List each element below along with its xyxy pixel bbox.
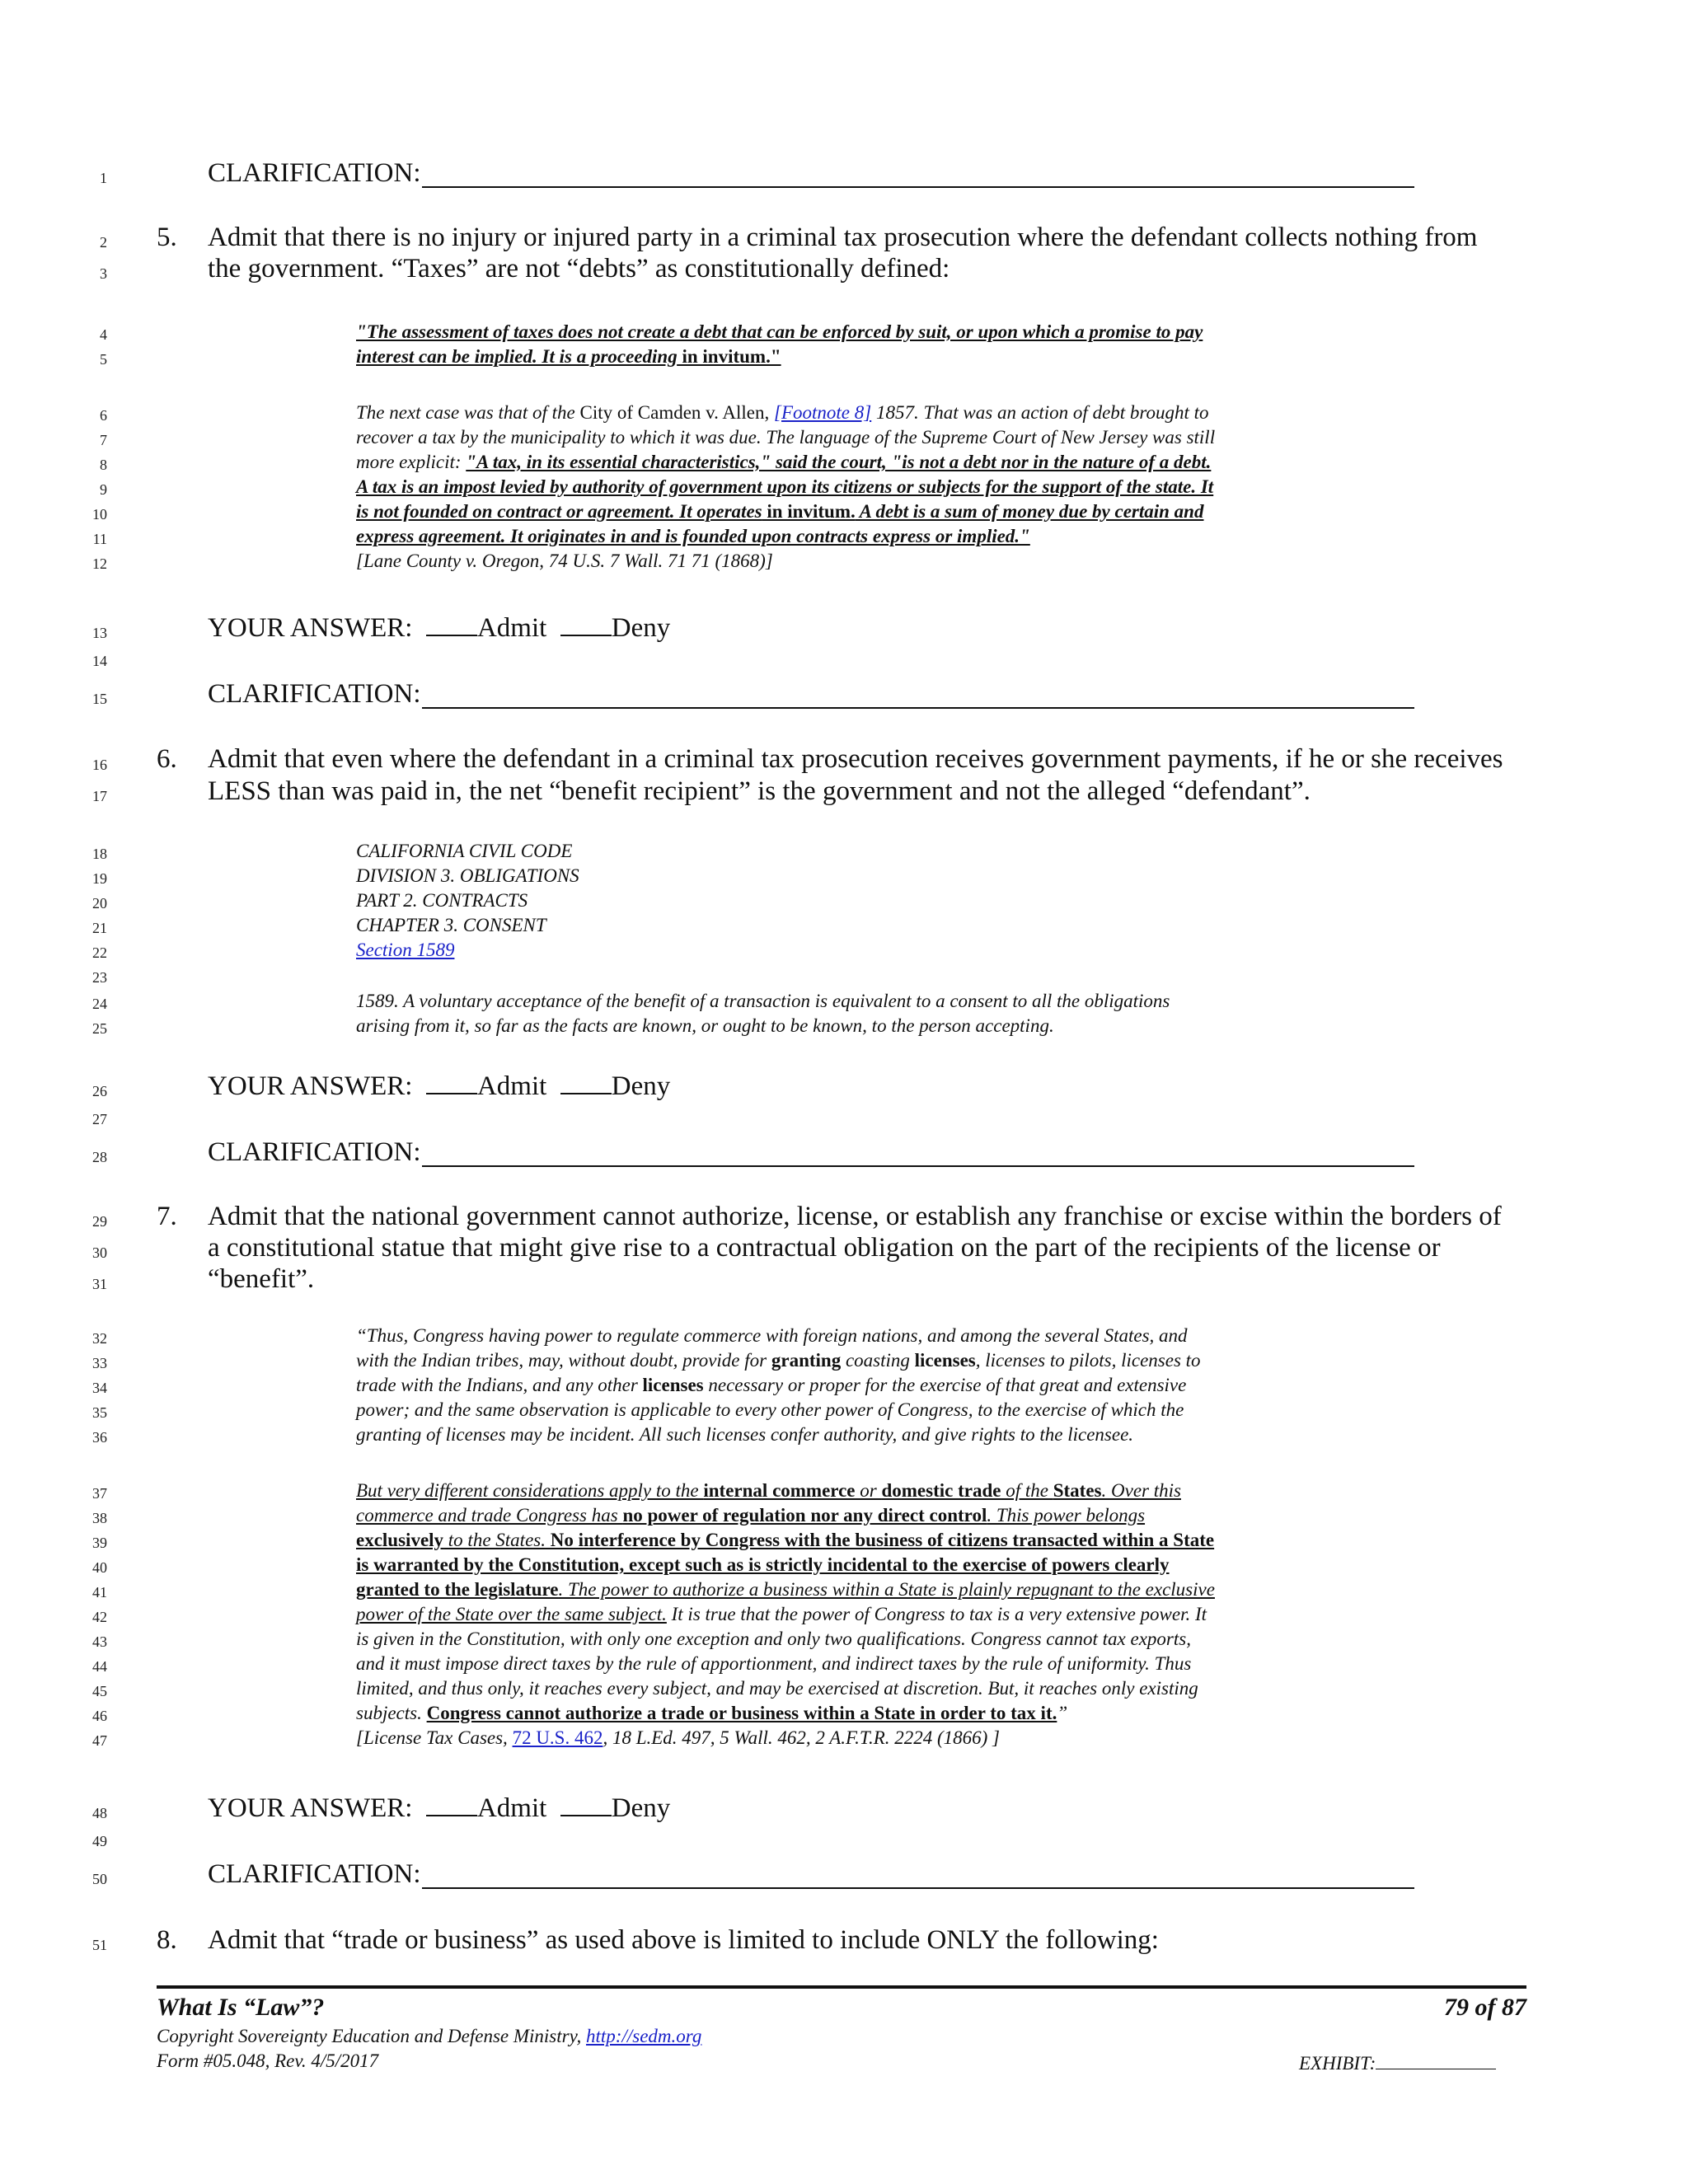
- line-number: 20: [92, 895, 107, 912]
- line-number: 23: [92, 969, 107, 986]
- answer-label: YOUR ANSWER:: [208, 613, 413, 643]
- item-6-line-2: LESS than was paid in, the net “benefit recipient” is the government and not the alleged “defendant”.: [208, 776, 1311, 806]
- quote-line-46: subjects. Congress cannot authorize a trade or business within a State in order to tax it.”: [356, 1703, 1068, 1723]
- line-number: 12: [92, 555, 107, 572]
- line-number: 45: [92, 1683, 107, 1699]
- footer-exhibit: EXHIBIT:: [1299, 2050, 1496, 2074]
- admit-label: Admit: [476, 613, 547, 643]
- line-number: 1: [100, 170, 107, 186]
- quote-line-38: commerce and trade Congress has no power of regulation nor any direct control. This power belongs: [356, 1505, 1146, 1526]
- quote-line-43: is given in the Constitution, with only one exception and only two qualifications. Congress cannot tax exports,: [356, 1629, 1191, 1649]
- item-7-line-1: Admit that the national government cannot authorize, license, or establish any franchise or excise within the borders of: [208, 1202, 1502, 1231]
- footnote-8-link[interactable]: [Footnote 8]: [774, 402, 872, 423]
- line-number: 32: [92, 1330, 107, 1347]
- admit-blank[interactable]: [426, 613, 477, 636]
- line-number: 5: [100, 351, 107, 368]
- code-line-21: CHAPTER 3. CONSENT: [356, 915, 546, 935]
- line-number: 22: [92, 944, 107, 961]
- line-number: 49: [92, 1833, 107, 1849]
- clarification-label: CLARIFICATION:: [208, 679, 421, 709]
- quote-line-40: is warranted by the Constitution, except such as is strictly incidental to the exercise of powers clearly: [356, 1554, 1170, 1575]
- sedm-link[interactable]: http://sedm.org: [586, 2026, 702, 2046]
- clarification-blank-15[interactable]: [422, 707, 1414, 709]
- line-number: 26: [92, 1083, 107, 1099]
- line-number: 2: [100, 234, 107, 251]
- line-number: 30: [92, 1244, 107, 1261]
- line-number: 11: [92, 531, 107, 547]
- item-5-number: 5.: [157, 223, 177, 252]
- item-7-number: 7.: [157, 1202, 177, 1231]
- footer-form-number: Form #05.048, Rev. 4/5/2017: [157, 2050, 379, 2071]
- clarification-28: [208, 1137, 421, 1168]
- section-1589-link[interactable]: Section 1589: [356, 940, 455, 960]
- footer-page-number: 79 of 87: [1444, 1994, 1526, 2021]
- quote-camden-line-6: The next case was that of the City of Camden v. Allen, [Footnote 8] 1857. That was an action of debt brought to: [356, 402, 1209, 423]
- item-8-line-1: Admit that “trade or business” as used above is limited to include ONLY the following:: [208, 1925, 1159, 1955]
- deny-label: Deny: [611, 1793, 671, 1823]
- line-number: 24: [92, 996, 107, 1012]
- line-number: 42: [92, 1609, 107, 1625]
- clarification-15: [208, 679, 421, 710]
- clarification-label: CLARIFICATION:: [208, 1859, 421, 1889]
- answer-row-5: [208, 613, 670, 644]
- quote-camden-line-11: express agreement. It originates in and is founded upon contracts express or implied.": [356, 526, 1030, 546]
- line-number: 44: [92, 1658, 107, 1675]
- line-number: 38: [92, 1510, 107, 1526]
- item-6-line-1: Admit that even where the defendant in a criminal tax prosecution receives government payments, if he or she receives: [208, 744, 1503, 774]
- admit-blank[interactable]: [426, 1071, 477, 1094]
- quote-line-34: trade with the Indians, and any other licenses necessary or proper for the exercise of that great and extensive: [356, 1375, 1187, 1395]
- line-number: 41: [92, 1584, 107, 1601]
- deny-blank[interactable]: [560, 1071, 612, 1094]
- line-number: 16: [92, 757, 107, 773]
- admit-label: Admit: [476, 1793, 547, 1823]
- line-number: 48: [92, 1805, 107, 1821]
- footer-document-title: What Is “Law”?: [157, 1994, 325, 2021]
- quote-line-44: and it must impose direct taxes by the rule of apportionment, and indirect taxes by the rule of uniformity. Thus: [356, 1653, 1192, 1674]
- quote-assessment-line-2: interest can be implied. It is a proceeding in invitum.": [356, 346, 781, 367]
- item-5-line-1: Admit that there is no injury or injured party in a criminal tax prosecution where the defendant collects nothing from: [208, 223, 1478, 252]
- clarification-50: [208, 1859, 421, 1890]
- quote-camden-line-8: more explicit: "A tax, in its essential characteristics," said the court, "is not a debt nor in the nature of a debt.: [356, 452, 1212, 472]
- line-number: 8: [100, 457, 107, 473]
- line-number: 39: [92, 1535, 107, 1551]
- line-number: 36: [92, 1429, 107, 1446]
- quote-line-41: granted to the legislature. The power to authorize a business within a State is plainly repugnant to the exclusive: [356, 1579, 1215, 1600]
- item-5-line-2: the government. “Taxes” are not “debts” as constitutionally defined:: [208, 254, 950, 284]
- answer-row-6: [208, 1071, 670, 1102]
- item-7-line-3: “benefit”.: [208, 1264, 315, 1294]
- item-6-number: 6.: [157, 744, 177, 774]
- line-number: 18: [92, 846, 107, 862]
- quote-assessment-line-1: "The assessment of taxes does not create a debt that can be enforced by suit, or upon which a promise to pay: [356, 321, 1203, 342]
- clarification-blank-28[interactable]: [422, 1165, 1414, 1167]
- admit-blank[interactable]: [426, 1793, 477, 1816]
- code-line-19: DIVISION 3. OBLIGATIONS: [356, 865, 579, 886]
- deny-blank[interactable]: [560, 613, 612, 636]
- line-number: 3: [100, 265, 107, 282]
- line-number: 29: [92, 1213, 107, 1230]
- answer-row-7: [208, 1793, 670, 1824]
- line-number: 4: [100, 326, 107, 343]
- admit-label: Admit: [476, 1071, 547, 1101]
- deny-label: Deny: [611, 613, 671, 643]
- exhibit-blank[interactable]: [1376, 2050, 1496, 2069]
- line-number: 6: [100, 407, 107, 424]
- line-number: 10: [92, 506, 107, 523]
- code-line-18: CALIFORNIA CIVIL CODE: [356, 841, 573, 861]
- line-number: 40: [92, 1559, 107, 1576]
- line-number: 21: [92, 920, 107, 936]
- line-number: 14: [92, 653, 107, 669]
- quote-line-32: “Thus, Congress having power to regulate commerce with foreign nations, and among the several States, and: [356, 1325, 1188, 1346]
- clarification-1: [208, 158, 421, 189]
- line-number: 50: [92, 1871, 107, 1887]
- line-number: 28: [92, 1149, 107, 1165]
- section-1589-text-2: arising from it, so far as the facts are known, or ought to be known, to the person accepting.: [356, 1015, 1054, 1036]
- deny-label: Deny: [611, 1071, 671, 1101]
- quote-line-36: granting of licenses may be incident. All such licenses confer authority, and give rights to the licensee.: [356, 1424, 1134, 1445]
- item-7-line-2: a constitutional statue that might give rise to a contractual obligation on the part of the recipients of the license or: [208, 1233, 1441, 1263]
- section-1589-link-row: [356, 940, 454, 961]
- quote-camden-line-7: recover a tax by the municipality to which it was due. The language of the Supreme Court of New Jersey was still: [356, 427, 1216, 448]
- clarification-label: CLARIFICATION:: [208, 158, 421, 188]
- quote-line-33: with the Indian tribes, may, without doubt, provide for granting coasting licenses, licenses to pilots, licenses to: [356, 1350, 1201, 1371]
- line-number: 35: [92, 1404, 107, 1421]
- line-number: 51: [92, 1937, 107, 1953]
- item-8-number: 8.: [157, 1925, 177, 1955]
- line-number: 7: [100, 432, 107, 448]
- answer-label: YOUR ANSWER:: [208, 1071, 413, 1101]
- citation-lane-county: [Lane County v. Oregon, 74 U.S. 7 Wall. 71 71 (1868)]: [356, 551, 773, 571]
- quote-line-45: limited, and thus only, it reaches every subject, and may be exercised at discretion. But, it reaches only existing: [356, 1678, 1198, 1699]
- citation-license-tax-cases: [License Tax Cases, 72 U.S. 462, 18 L.Ed. 497, 5 Wall. 462, 2 A.F.T.R. 2224 (1866) ]: [356, 1727, 1001, 1748]
- line-number: 31: [92, 1276, 107, 1292]
- answer-label: YOUR ANSWER:: [208, 1793, 413, 1823]
- line-number: 27: [92, 1111, 107, 1127]
- footer-divider: [157, 1985, 1526, 1989]
- deny-blank[interactable]: [560, 1793, 612, 1816]
- clarification-blank-1[interactable]: [422, 186, 1414, 188]
- quote-camden-line-10: is not founded on contract or agreement. It operates in invitum. A debt is a sum of money due by certain and: [356, 501, 1204, 522]
- 72-us-462-link[interactable]: 72 U.S. 462: [512, 1727, 603, 1748]
- code-line-20: PART 2. CONTRACTS: [356, 890, 528, 911]
- footer-copyright: Copyright Sovereignty Education and Defense Ministry, http://sedm.org: [157, 2026, 702, 2046]
- line-number: 9: [100, 481, 107, 498]
- clarification-blank-50[interactable]: [422, 1887, 1414, 1889]
- line-number: 19: [92, 870, 107, 887]
- quote-camden-line-9: A tax is an impost levied by authority of government upon its citizens or subjects for the support of the state. It: [356, 476, 1214, 497]
- line-number: 25: [92, 1020, 107, 1037]
- line-number: 37: [92, 1485, 107, 1502]
- line-number: 43: [92, 1633, 107, 1650]
- section-1589-text-1: 1589. A voluntary acceptance of the benefit of a transaction is equivalent to a consent to all the obligations: [356, 991, 1170, 1011]
- quote-line-35: power; and the same observation is applicable to every other power of Congress, to the exercise of which the: [356, 1399, 1184, 1420]
- quote-line-39: exclusively to the States. No interference by Congress with the business of citizens transacted within a State: [356, 1530, 1215, 1550]
- clarification-label: CLARIFICATION:: [208, 1137, 421, 1167]
- line-number: 33: [92, 1355, 107, 1371]
- line-number: 17: [92, 788, 107, 804]
- line-number: 47: [92, 1732, 107, 1749]
- line-number: 34: [92, 1380, 107, 1396]
- quote-line-42: power of the State over the same subject. It is true that the power of Congress to tax is a very extensive power. It: [356, 1604, 1207, 1624]
- line-number: 15: [92, 691, 107, 707]
- quote-line-37: But very different considerations apply to the internal commerce or domestic trade of the States. Over this: [356, 1480, 1181, 1501]
- line-number: 13: [92, 625, 107, 641]
- line-number: 46: [92, 1708, 107, 1724]
